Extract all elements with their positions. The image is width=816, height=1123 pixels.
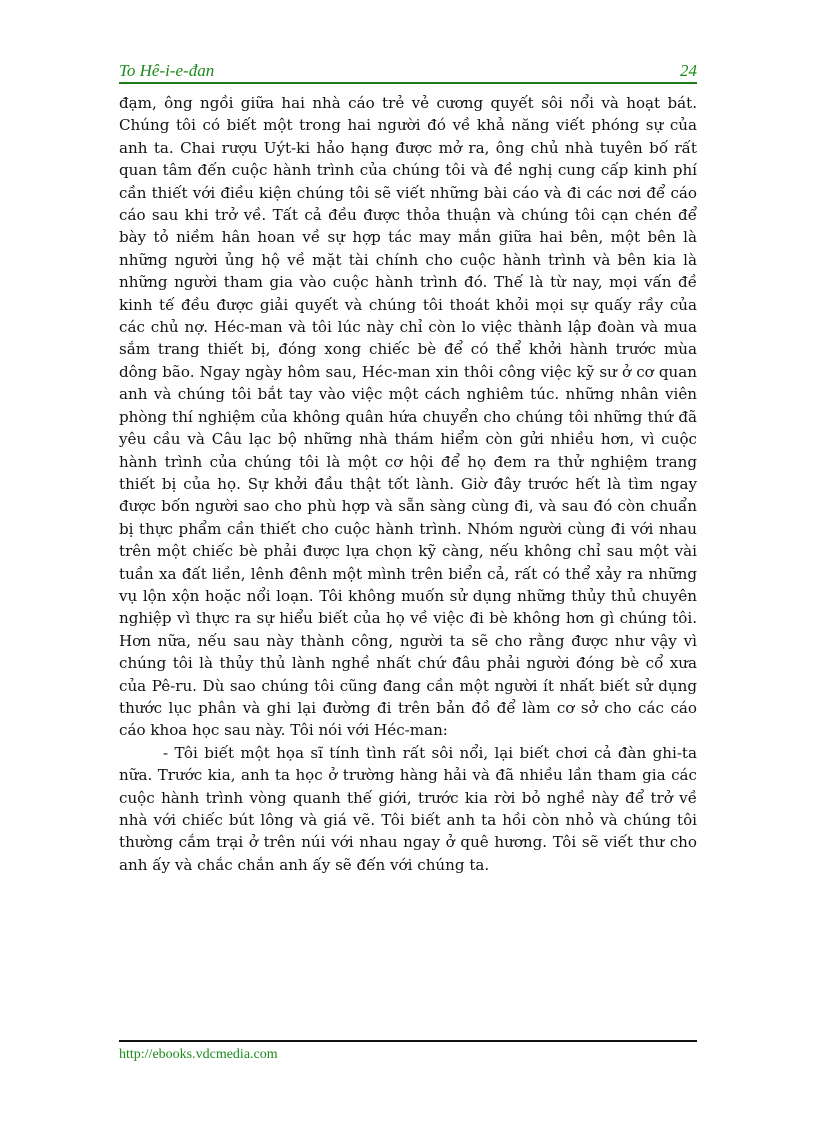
running-header bbox=[119, 60, 697, 84]
paragraph: đạm, ông ngồi giữa hai nhà cáo trẻ vẻ cương quyết sôi nổi và hoạt bát. Chúng tôi có biết một trong hai người đó về khả năng viết phóng sự của anh ta. Chai rượu Uýt-ki hảo hạng được mở ra, ông chủ nhà tuyên bố rất quan tâm đến cuộc hành trình của chúng tôi và đề nghị cung cấp kinh phí cần thiết với điều kiện chúng tôi sẽ viết những bài cáo và đi các nơi để cáo cáo sau khi trở về. Tất cả đều được thỏa thuận và chúng tôi cạn chén để bày tỏ niềm hân hoan về sự hợp tác may mắn giữa hai bên, một bên là những người ủng hộ về mặt tài chính cho cuộc hành trình và bên kia là những người tham gia vào cuộc hành trình đó. Thế là từ nay, mọi vấn đề kinh tế đều được giải quyết và chúng tôi thoát khỏi mọi sự quấy rầy của các chủ nợ. Héc-man và tôi lúc này chỉ còn lo việc thành lập đoàn và mua sắm trang thiết bị, đóng xong chiếc bè để có thể khởi hành trước mùa dông bão. Ngay ngày hôm sau, Héc-man xin thôi công việc kỹ sư ở cơ quan anh và chúng tôi bắt tay vào việc một cách nghiêm túc. những nhân viên phòng thí nghiệm của không quân hứa chuyển cho chúng tôi những thứ đã yêu cầu và Câu lạc bộ những nhà thám hiểm còn gửi nhiều hơn, vì cuộc hành trình của chúng tôi là một cơ hội để họ đem ra thử nghiệm trang thiết bị của họ. Sự khởi đầu thật tốt lành. Giờ đây trước hết là tìm ngay được bốn người sao cho phù hợp và sẵn sàng cùng đi, và sau đó còn chuẩn bị thực phẩm cần thiết cho cuộc hành trình. Nhóm người cùng đi với nhau trên một chiếc bè phải được lựa chọn kỹ càng, nếu không chỉ sau một vài tuần xa đất liền, lênh đênh một mình trên biển cả, rất có thể xảy ra những vụ lộn xộn hoặc nổi loạn. Tôi không muốn sử dụng những thủy thủ chuyên nghiệp vì thực ra sự hiểu biết của họ về việc đi bè không hơn gì chúng tôi. Hơn nữa, nếu sau này thành công, người ta sẽ cho rằng được như vậy vì chúng tôi là thủy thủ lành nghề nhất chứ đâu phải người đóng bè cổ xưa của Pê-ru. Dù sao chúng tôi cũng đang cần một người ít nhất biết sử dụng thước lục phân và ghi lại đường đi trên bản đồ để làm cơ sở cho các cáo cáo khoa học sau này. Tôi nói với Héc-man: bbox=[119, 94, 697, 740]
page-number: 24 bbox=[680, 61, 697, 80]
footer-url: http://ebooks.vdcmedia.com bbox=[119, 1047, 278, 1062]
body-text bbox=[119, 92, 697, 876]
paragraph: - Tôi biết một họa sĩ tính tình rất sôi nổi, lại biết chơi cả đàn ghi-ta nữa. Trước kia, anh ta học ở trường hàng hải và đã nhiều lần tham gia các cuộc hành trình vòng quanh thế giới, trước kia rời bỏ nghề này để trở về nhà với chiếc bút lông và giá vẽ. Tôi biết anh ta hồi còn nhỏ và chúng tôi thường cắm trại ở trên núi với nhau ngay ở quê hương. Tôi sẽ viết thư cho anh ấy và chắc chắn anh ấy sẽ đến với chúng ta. bbox=[119, 743, 697, 874]
footer-divider bbox=[119, 1040, 697, 1042]
book-title: To Hê-i-e-đan bbox=[119, 61, 215, 80]
